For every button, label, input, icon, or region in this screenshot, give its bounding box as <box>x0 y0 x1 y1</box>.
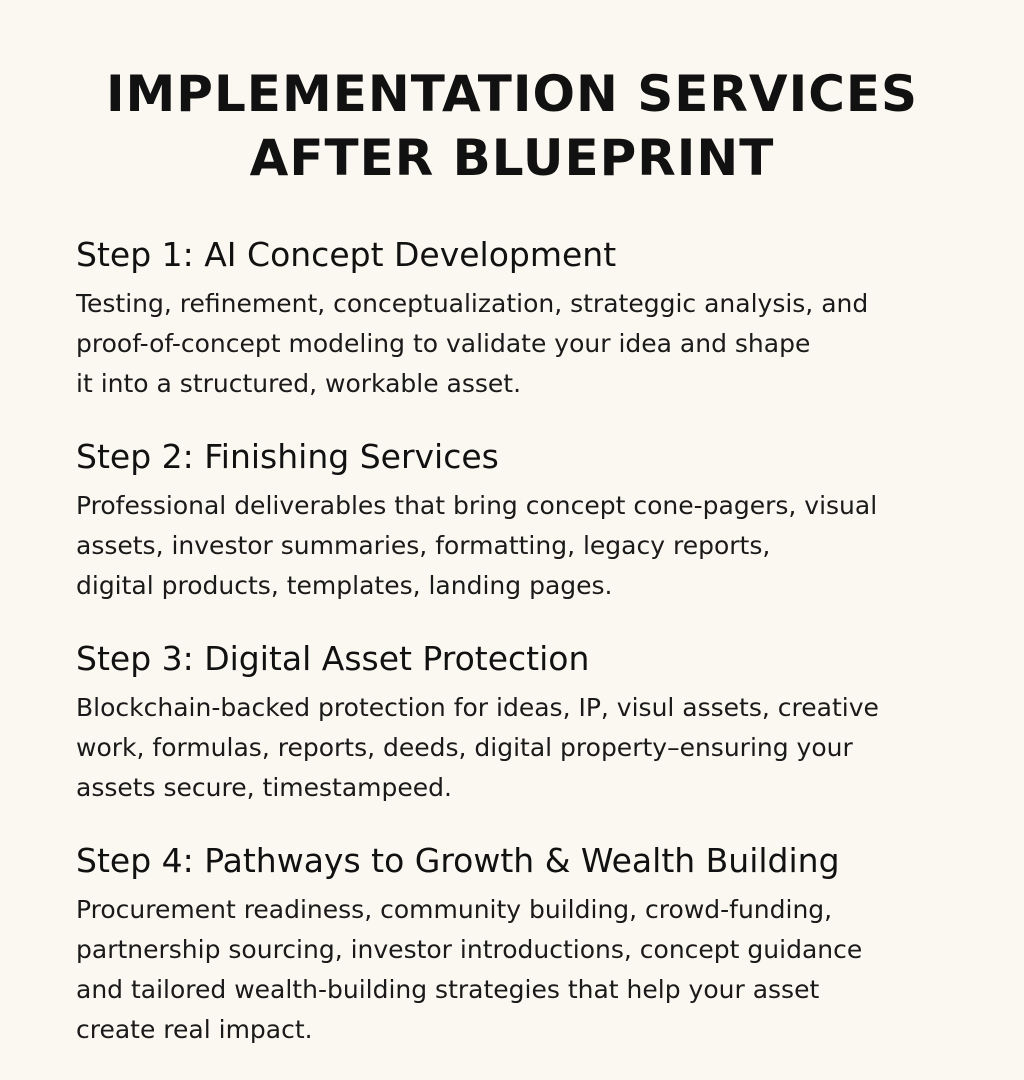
step-1-description <box>76 284 976 404</box>
step-4-description <box>76 890 976 1050</box>
step-4-line-2: partnership sourcing, investor introductions, concept guidance <box>76 935 863 964</box>
step-1-heading: Step 1: AI Concept Development <box>76 235 617 274</box>
step-3-line-2: work, formulas, reports, deeds, digital property–ensuring your <box>76 733 853 762</box>
step-2-heading: Step 2: Finishing Services <box>76 437 499 476</box>
step-1-line-3: it into a structured, workable asset. <box>76 369 522 398</box>
page-title-line-2: AFTER BLUEPRINT <box>249 129 775 187</box>
step-3-line-3: assets secure, timestampeed. <box>76 773 452 802</box>
step-1 <box>76 232 976 404</box>
step-2-description <box>76 486 976 606</box>
step-4-line-1: Procurement readiness, community building, crowd-funding, <box>76 895 833 924</box>
page-title-line-1: IMPLEMENTATION SERVICES <box>105 65 919 123</box>
step-3 <box>76 636 976 808</box>
steps-list <box>76 232 976 1080</box>
step-1-line-2: proof-of-concept modeling to validate your idea and shape <box>76 329 811 358</box>
step-4 <box>76 838 976 1050</box>
step-1-line-1: Testing, refinement, conceptualization, strateggic analysis, and <box>76 289 869 318</box>
step-4-line-3: and tailored wealth-building strategies that help your asset <box>76 975 820 1004</box>
step-2-line-3: digital products, templates, landing pages. <box>76 571 613 600</box>
step-4-line-4: create real impact. <box>76 1015 313 1044</box>
step-3-description <box>76 688 976 808</box>
step-2-line-1: Professional deliverables that bring concept cone-pagers, visual <box>76 491 878 520</box>
step-3-line-1: Blockchain-backed protection for ideas, IP, visul assets, creative <box>76 693 879 722</box>
step-2-line-2: assets, investor summaries, formatting, legacy reports, <box>76 531 771 560</box>
step-2 <box>76 434 976 606</box>
step-4-heading: Step 4: Pathways to Growth & Wealth Building <box>76 841 840 880</box>
page-title <box>0 62 1024 190</box>
step-3-heading: Step 3: Digital Asset Protection <box>76 639 590 678</box>
